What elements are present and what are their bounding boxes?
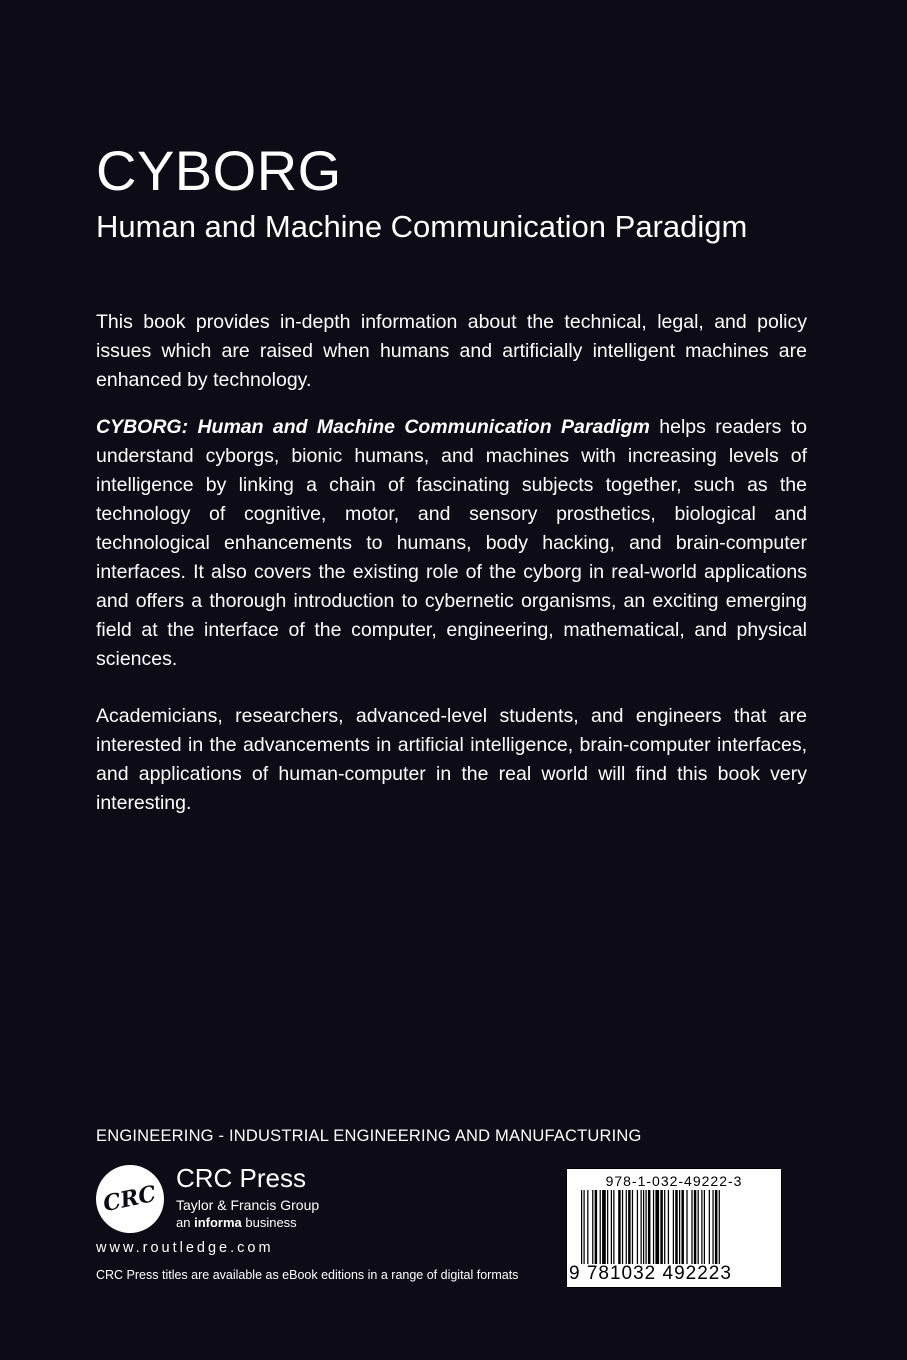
barcode-bar (643, 1190, 644, 1264)
informa-suffix: business (241, 1215, 297, 1230)
barcode-bar (655, 1190, 659, 1264)
ebook-note: CRC Press titles are available as eBook editions in a range of digital formats (96, 1268, 519, 1282)
barcode-bar (686, 1190, 687, 1264)
barcode-bar (715, 1190, 717, 1264)
publisher-name: CRC Press (176, 1163, 307, 1193)
publisher-group: Taylor & Francis Group (176, 1197, 320, 1213)
barcode-bar (712, 1190, 713, 1264)
barcode-bar (583, 1190, 584, 1264)
isbn-digits: 9 781032 492223 (569, 1263, 732, 1284)
barcode-bar (694, 1190, 696, 1264)
barcode-bar (698, 1190, 699, 1264)
barcode-bar (691, 1190, 692, 1264)
barcode-bar (668, 1190, 669, 1264)
description-paragraph-2-text: helps readers to understand cyborgs, bionic humans, and machines with increasing levels of intelligence by linking a chain of fascinating subjects together, such as the technology of cognitive, motor, and sensory prosthetics, biological and technological enhancements to humans, body hacking, and brain-computer interfaces. It also covers the existing role of the cyborg in real-world applications and offers a thorough introduction to cybernetic organisms, an exciting emerging field at the interface of the computer, engineering, mathematical, and physical sciences. (96, 416, 807, 670)
barcode-bar (592, 1190, 593, 1264)
barcode-bar (645, 1190, 646, 1264)
barcode-bar (587, 1190, 588, 1264)
description-paragraph-1: This book provides in-depth information about the technical, legal, and policy issues which are raised when humans and artificially intelligent machines are enhanced by technology. (96, 311, 807, 391)
crc-logo-text: CRC (101, 1180, 159, 1218)
description-title-emphasis: CYBORG: Human and Machine Communication Paradigm (96, 416, 650, 438)
informa-prefix: an (176, 1215, 195, 1230)
crc-logo-icon (96, 1165, 164, 1233)
barcode-bar (648, 1190, 650, 1264)
barcode-bar (660, 1190, 662, 1264)
barcode-bar (637, 1190, 638, 1264)
barcode-bar (600, 1190, 601, 1264)
subject-category: ENGINEERING - INDUSTRIAL ENGINEERING AND MANUFACTURING (96, 1127, 642, 1145)
barcode-bar (701, 1190, 702, 1264)
barcode-bar (628, 1190, 630, 1264)
barcode-bar (673, 1190, 674, 1264)
barcode-bar (675, 1190, 677, 1264)
description-paragraph-3: Academicians, researchers, advanced-level students, and engineers that are interested in the advancements in artificial intelligence, brain-computer interfaces, and applications of human-computer in the real world will find this book very interesting. (96, 705, 807, 814)
barcode-bar (618, 1190, 620, 1264)
barcode-bar (611, 1190, 612, 1264)
barcode-bar (641, 1190, 642, 1264)
barcode-bars (581, 1190, 767, 1264)
description-paragraph-2 (96, 413, 807, 674)
barcode-bar (679, 1190, 680, 1264)
barcode-bar (632, 1190, 633, 1264)
publisher-website: www.routledge.com (96, 1240, 274, 1256)
barcode-bar (595, 1190, 597, 1264)
barcode-bar (664, 1190, 665, 1264)
barcode-bar (581, 1190, 582, 1264)
barcode-bar (719, 1190, 720, 1264)
informa-tagline (176, 1215, 297, 1231)
barcode-bar (626, 1190, 627, 1264)
book-title: CYBORG (96, 139, 342, 202)
barcode-bar (704, 1190, 705, 1264)
publisher-block (96, 1162, 516, 1242)
book-subtitle: Human and Machine Communication Paradigm (96, 209, 748, 244)
barcode-bar (653, 1190, 654, 1264)
isbn-barcode (566, 1168, 782, 1288)
barcode-bar (709, 1190, 710, 1264)
book-description (96, 308, 807, 836)
barcode-bar (622, 1190, 623, 1264)
barcode-bar (607, 1190, 608, 1264)
informa-word: informa (194, 1215, 242, 1230)
barcode-bar (602, 1190, 606, 1264)
barcode-bar (613, 1190, 614, 1264)
isbn-label: 978-1-032-49222-3 (605, 1173, 743, 1189)
barcode-bar (681, 1190, 683, 1264)
